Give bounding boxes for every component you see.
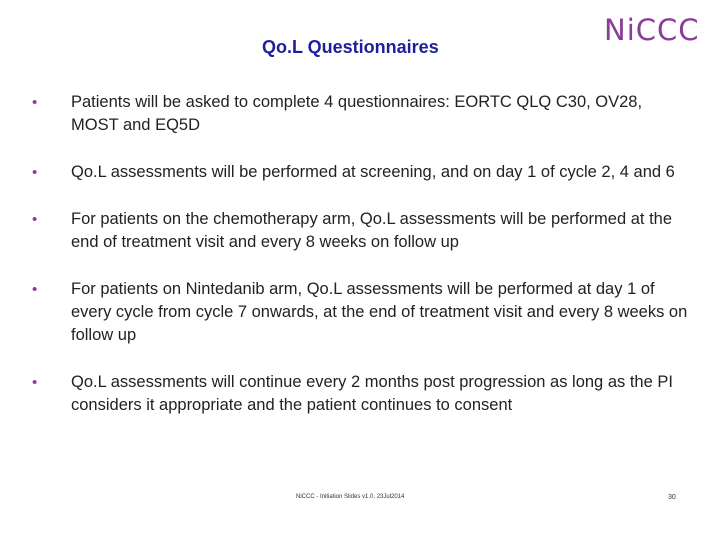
bullet-item [32,91,692,137]
bullet-text: Qo.L assessments will be performed at screening, and on day 1 of cycle 2, 4 and 6 [71,163,675,181]
bullet-icon: • [32,281,38,298]
niccc-logo: NiCCC [604,13,700,47]
bullet-icon: • [32,374,38,391]
bullet-icon: • [32,94,38,111]
bullet-text: For patients on the chemotherapy arm, Qo.L assessments will be performed at the end of treatment visit and every 8 weeks on follow up [71,210,673,251]
bullet-item [32,371,692,417]
bullet-icon: • [32,211,38,228]
bullet-text: Qo.L assessments will continue every 2 months post progression as long as the PI considers it appropriate and the patient continues to consent [71,373,673,414]
bullet-item [32,278,692,347]
bullet-icon: • [32,164,38,181]
footer-text: NiCCC - Initiation Slides v1.0, 23Jul2014 [296,494,405,500]
slide-title: Qo.L Questionnaires [262,37,439,57]
bullet-text: Patients will be asked to complete 4 questionnaires: EORTC QLQ C30, OV28, MOST and EQ5D [71,93,643,134]
bullet-text: For patients on Nintedanib arm, Qo.L assessments will be performed at day 1 of every cycle from cycle 7 onwards, at the end of treatment visit and every 8 weeks on follow up [71,280,688,344]
bullet-item [32,208,692,254]
page-number: 30 [668,494,676,501]
bullet-list [32,91,692,441]
bullet-item [32,161,692,184]
